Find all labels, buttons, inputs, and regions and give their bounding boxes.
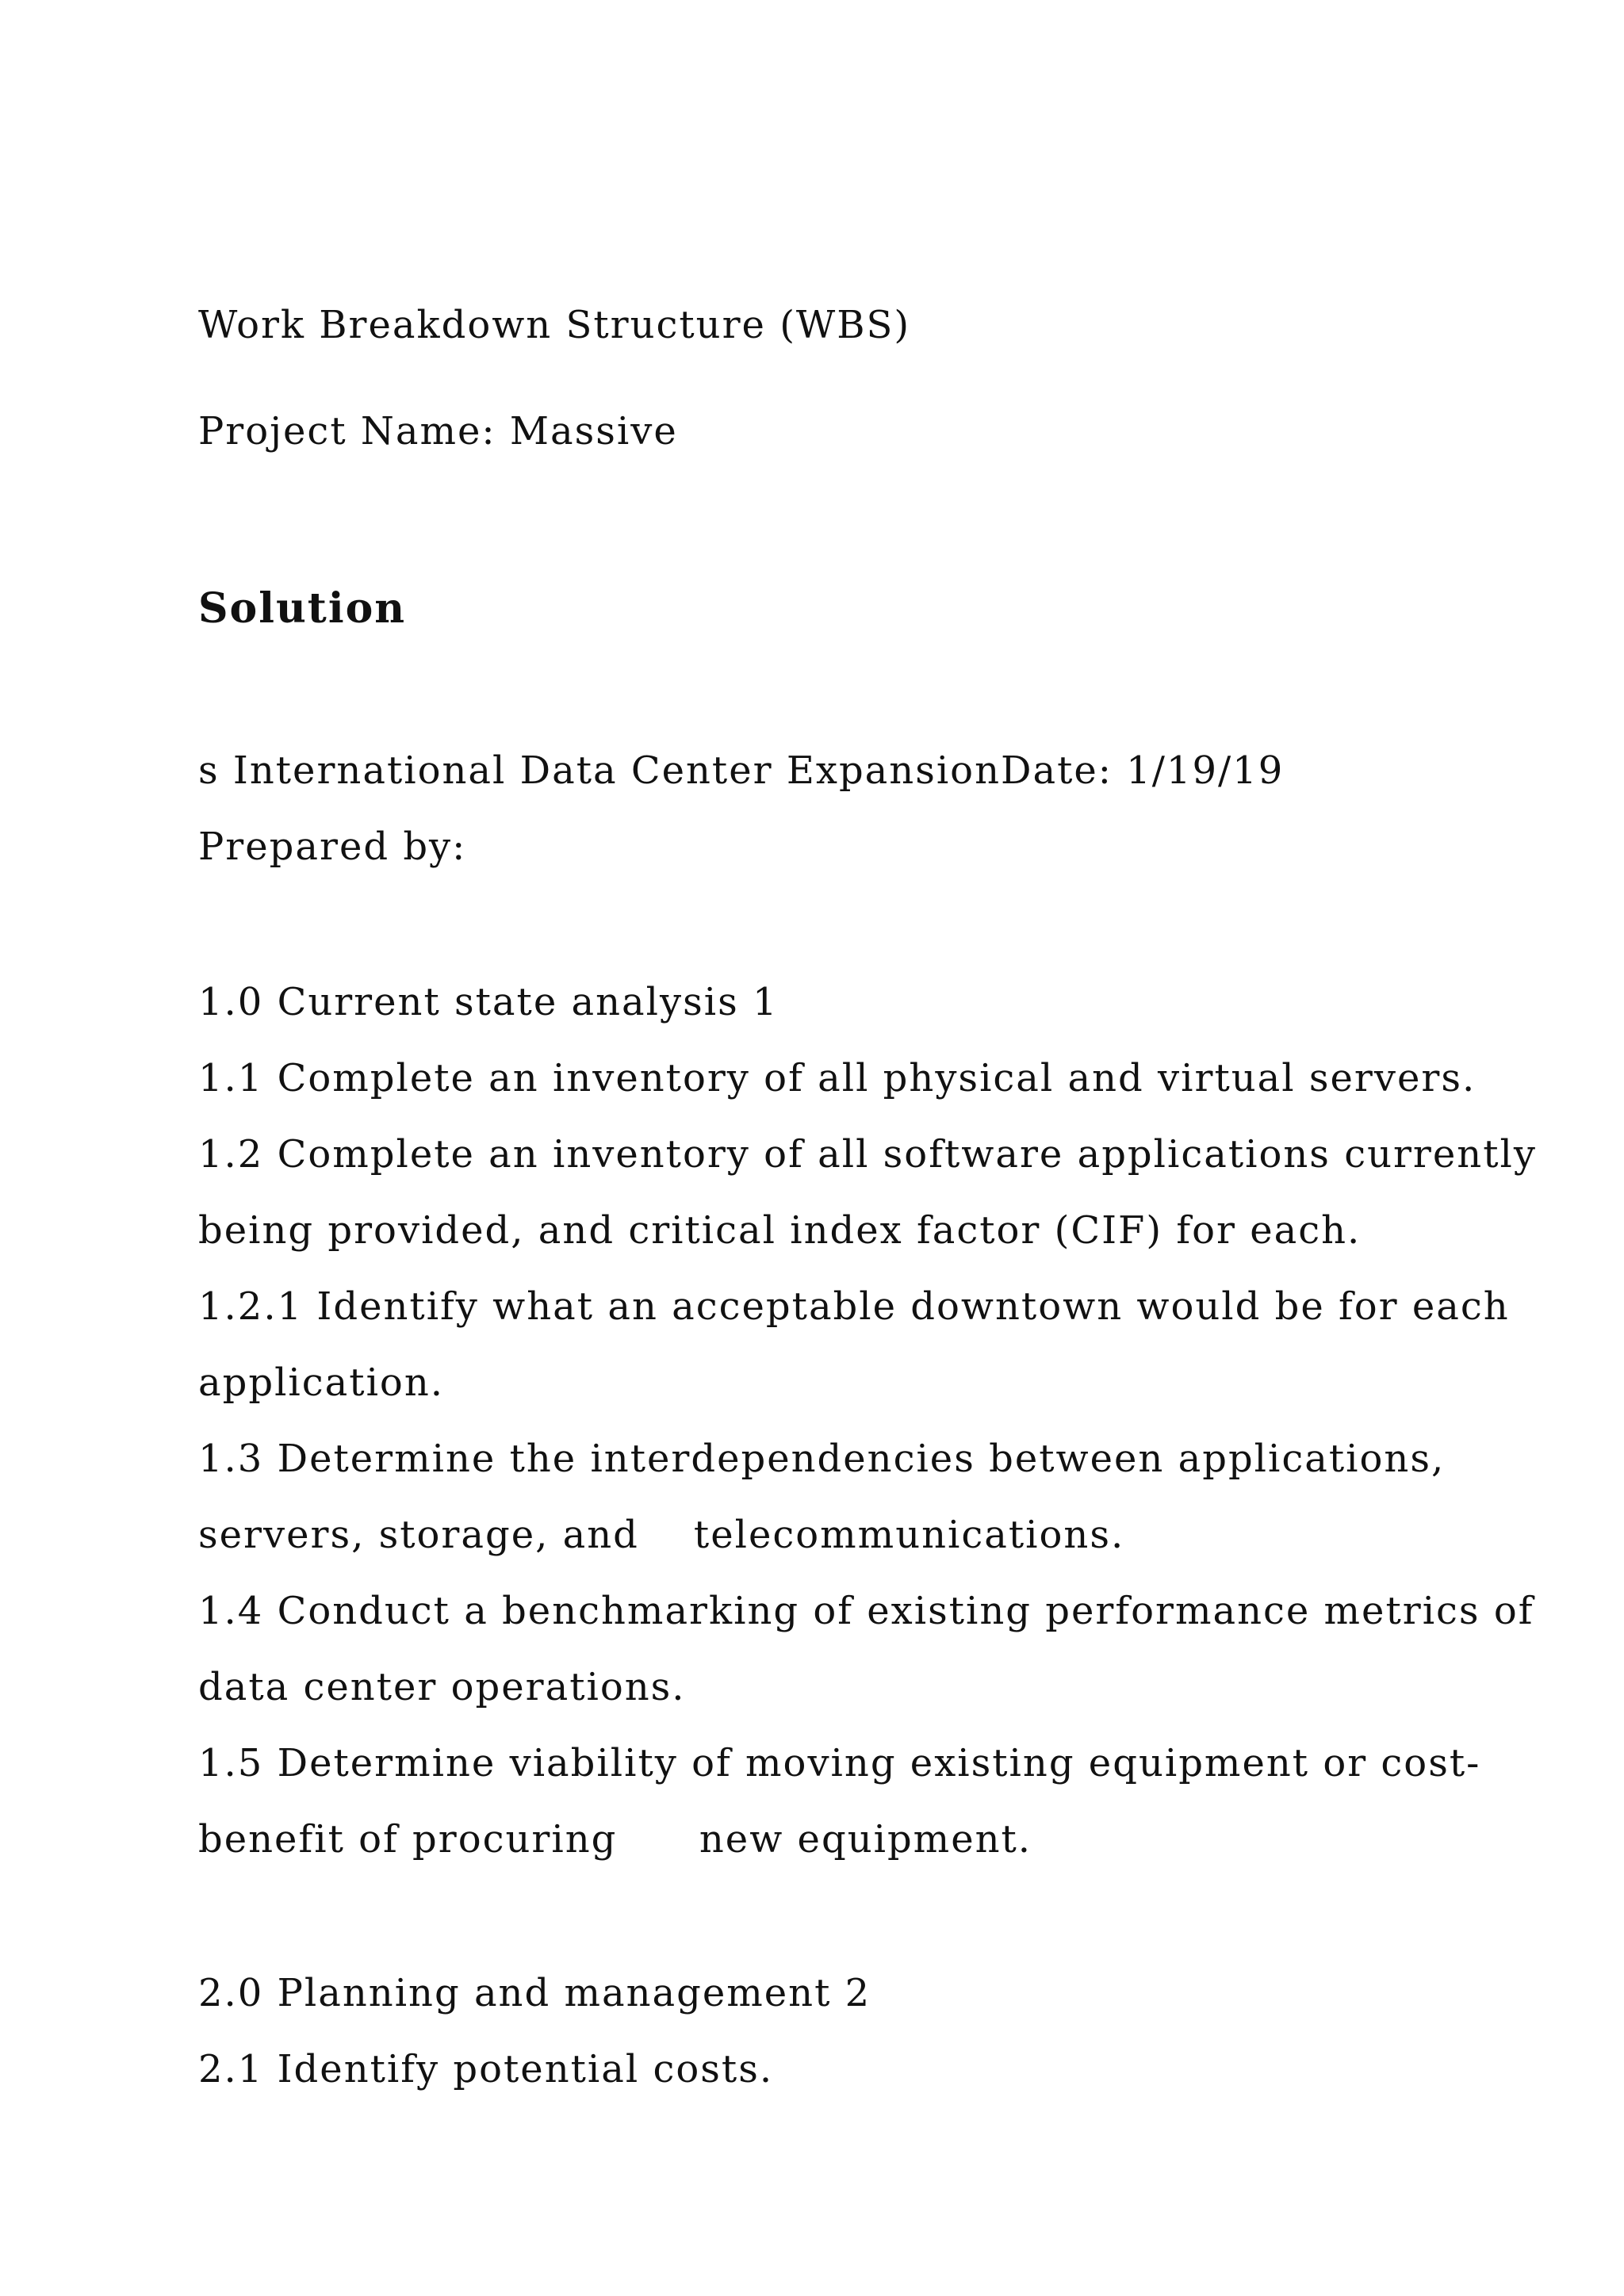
wbs-line: 2.1 Identify potential costs.: [198, 2047, 774, 2091]
wbs-line: 1.2.1 Identify what an acceptable downtown would be for each: [198, 1284, 1510, 1329]
wbs-line: 1.1 Complete an inventory of all physical and virtual servers.: [198, 1056, 1477, 1100]
wbs-line: data center operations.: [198, 1665, 686, 1709]
wbs-line: servers, storage, and telecommunications.: [198, 1513, 1125, 1557]
wbs-line: 2.0 Planning and management 2: [198, 1971, 871, 2015]
wbs-line: 1.3 Determine the interdependencies between applications,: [198, 1437, 1446, 1481]
wbs-line: benefit of procuring new equipment.: [198, 1817, 1032, 1862]
document-title: Work Breakdown Structure (WBS): [198, 303, 911, 347]
wbs-line: 1.5 Determine viability of moving existing equipment or cost-: [198, 1741, 1481, 1785]
project-line: s International Data Center ExpansionDate: 1/19/19: [198, 748, 1285, 793]
project-name: Project Name: Massive: [198, 409, 678, 453]
section-heading: Solution: [198, 584, 407, 633]
wbs-line: 1.4 Conduct a benchmarking of existing performance metrics of: [198, 1589, 1534, 1633]
wbs-line: 1.2 Complete an inventory of all software applications currently: [198, 1132, 1537, 1177]
wbs-line: application.: [198, 1360, 444, 1405]
wbs-line: 1.0 Current state analysis 1: [198, 980, 779, 1024]
wbs-line: being provided, and critical index factor (CIF) for each.: [198, 1208, 1362, 1253]
prepared-by: Prepared by:: [198, 825, 467, 869]
